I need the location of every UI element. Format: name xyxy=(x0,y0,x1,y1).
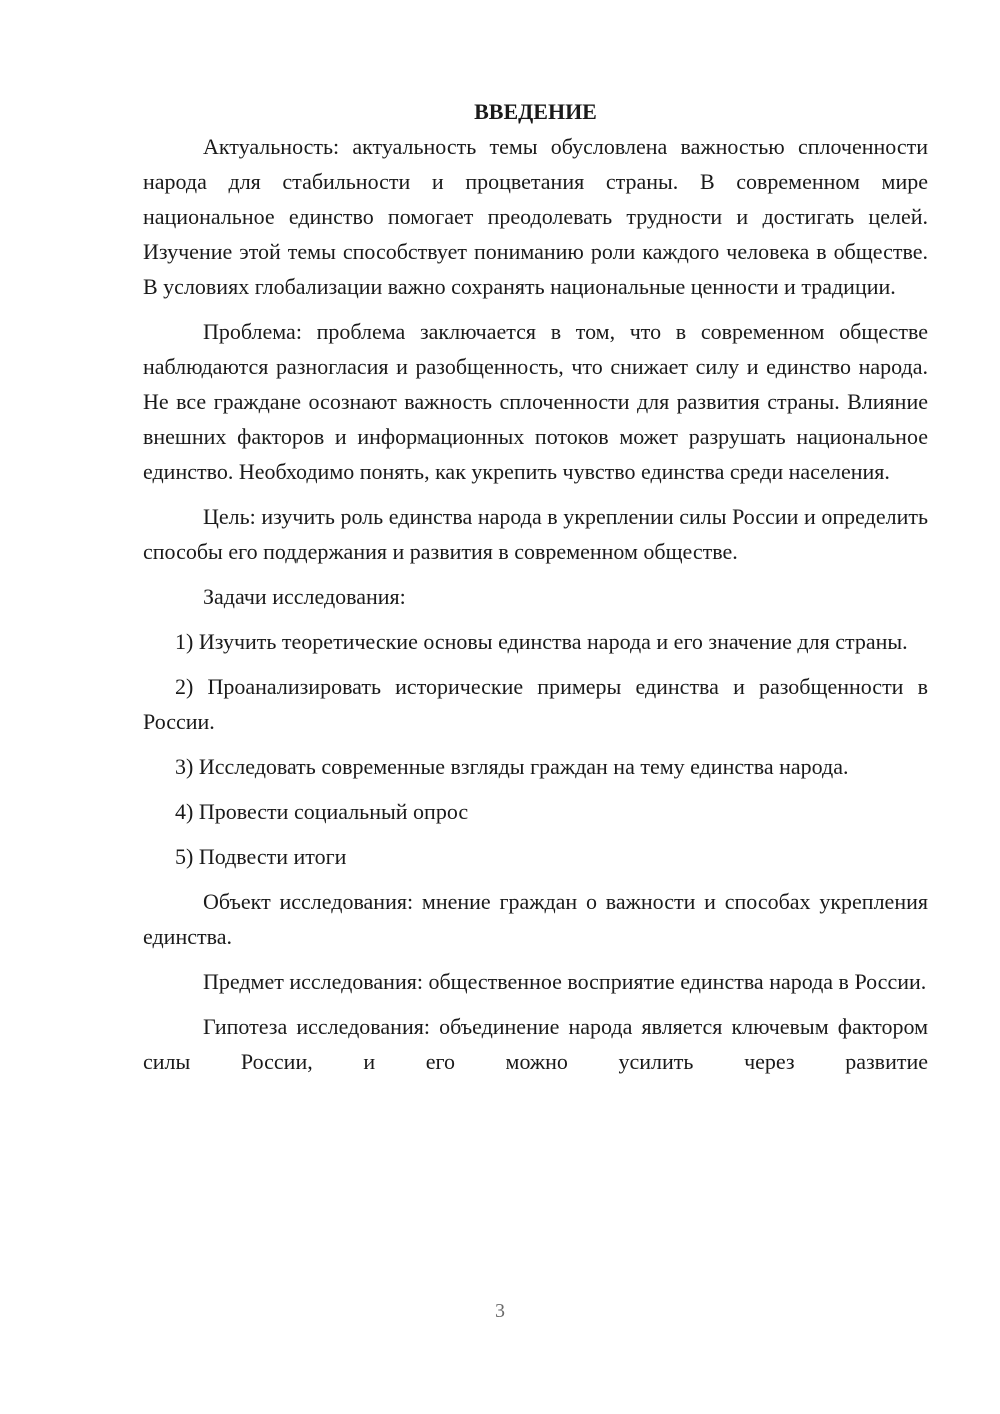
paragraph-problem: Проблема: проблема заключается в том, что в современном обществе наблюдаются разногласия и разобщенность, что снижает силу и единство народа. Не все граждане осознают важность сплоченности для развития страны. Влияние внешних факторов и информационных потоков может разрушать национальное единство. Необходимо понять, как укрепить чувство единства среди населения. xyxy=(143,319,928,484)
section-title: ВВЕДЕНИЕ xyxy=(474,99,597,124)
page-number: 3 xyxy=(495,1300,505,1322)
paragraph-object: Объект исследования: мнение граждан о важности и способах укрепления единства. xyxy=(143,889,928,949)
task-item: 3) Исследовать современные взгляды граждан на тему единства народа. xyxy=(175,754,849,779)
paragraph-relevance: Актуальность: актуальность темы обусловлена важностью сплоченности народа для стабильности и процветания страны. В современном мире национальное единство помогает преодолевать трудности и достигать целей. Изучение этой темы способствует пониманию роли каждого человека в обществе. В условиях глобализации важно сохранять национальные ценности и традиции. xyxy=(143,134,928,299)
task-item: 5) Подвести итоги xyxy=(175,844,347,869)
task-item: 2) Проанализировать исторические примеры единства и разобщенности в России. xyxy=(143,674,928,734)
task-item: 1) Изучить теоретические основы единства народа и его значение для страны. xyxy=(175,629,908,654)
paragraph-subject: Предмет исследования: общественное восприятие единства народа в России. xyxy=(203,969,927,994)
document-page xyxy=(143,94,928,1089)
tasks-heading: Задачи исследования: xyxy=(203,584,406,609)
paragraph-goal: Цель: изучить роль единства народа в укреплении силы России и определить способы его поддержания и развития в современном обществе. xyxy=(143,504,928,564)
task-item: 4) Провести социальный опрос xyxy=(175,799,469,824)
paragraph-hypothesis: Гипотеза исследования: объединение народа является ключевым фактором силы России, и его можно усилить через развитие xyxy=(143,1014,928,1074)
